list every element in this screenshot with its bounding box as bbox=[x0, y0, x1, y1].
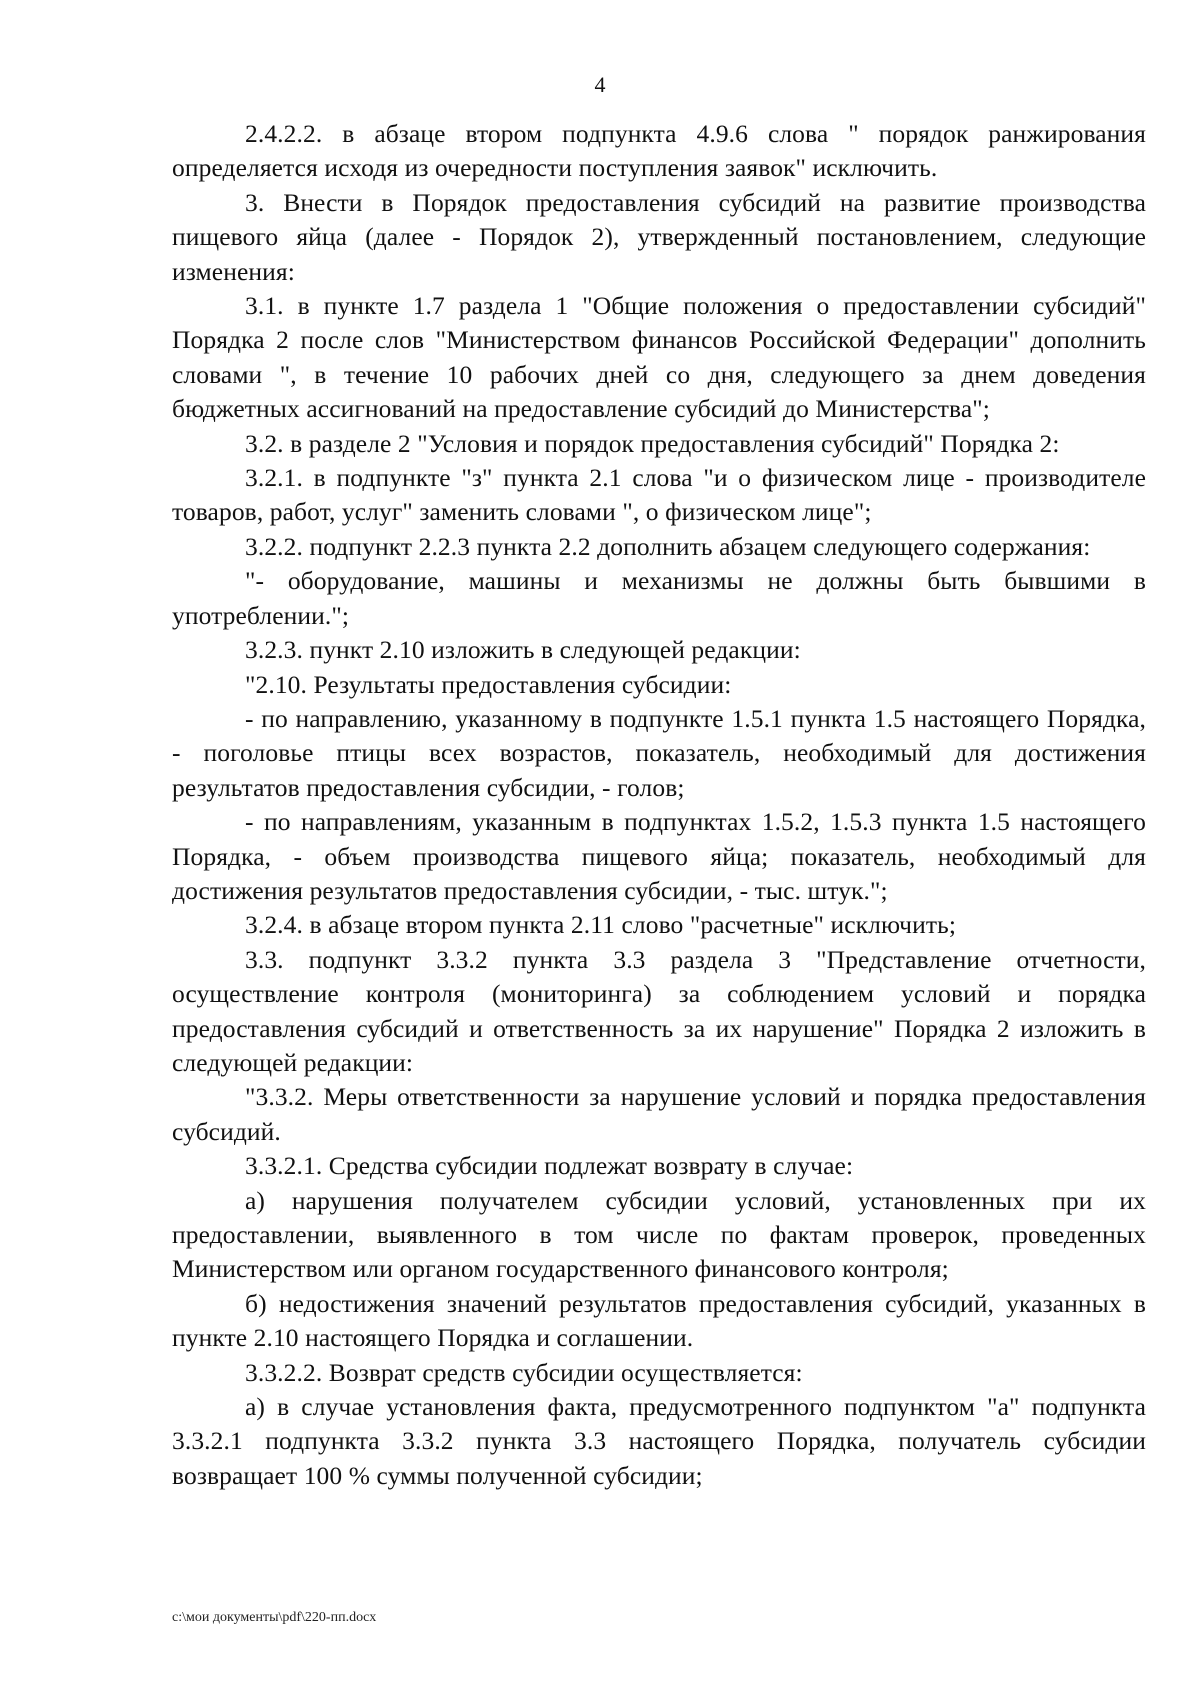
paragraph: б) недостижения значений результатов предоставления субсидий, указанных в пункте 2.10 настоящего Порядка и соглашении. bbox=[172, 1288, 1146, 1353]
paragraph: "2.10. Результаты предоставления субсидии: bbox=[245, 669, 732, 699]
paragraph: 3.2.3. пункт 2.10 изложить в следующей редакции: bbox=[245, 635, 801, 665]
paragraph: 3. Внести в Порядок предоставления субсидий на развитие производства пищевого яйца (далее - Порядок 2), утвержденный постановлением, следующие изменения: bbox=[172, 187, 1146, 286]
page-number: 4 bbox=[594, 72, 606, 97]
paragraph: - по направлениям, указанным в подпунктах 1.5.2, 1.5.3 пункта 1.5 настоящего Порядка, - объем производства пищевого яйца; показатель, необходимый для достижения результатов предоставления субсидии, - тыс. штук."; bbox=[172, 807, 1146, 905]
paragraph: а) в случае установления факта, предусмотренного подпунктом "а" подпункта 3.3.2.1 подпункта 3.3.2 пункта 3.3 настоящего Порядка, получатель субсидии возвращает 100 % суммы полученной субсидии; bbox=[172, 1392, 1146, 1490]
document-body bbox=[172, 117, 1146, 1493]
paragraph: 2.4.2.2. в абзаце втором подпункта 4.9.6 слова " порядок ранжирования определяется исходя из очередности поступления заявок" исключить. bbox=[172, 119, 1146, 183]
paragraph: а) нарушения получателем субсидии условий, установленных при их предоставлении, выявленного в том числе по фактам проверок, проведенных Министерством или органом государственного финансового контроля; bbox=[172, 1185, 1146, 1284]
paragraph: 3.2. в разделе 2 "Условия и порядок предоставления субсидий" Порядка 2: bbox=[245, 428, 1060, 458]
paragraph: 3.2.4. в абзаце втором пункта 2.11 слово "расчетные" исключить; bbox=[245, 910, 956, 940]
paragraph: 3.3.2.2. Возврат средств субсидии осуществляется: bbox=[245, 1357, 803, 1387]
paragraph: 3.3.2.1. Средства субсидии подлежат возврату в случае: bbox=[245, 1151, 854, 1181]
paragraph: 3.3. подпункт 3.3.2 пункта 3.3 раздела 3 "Представление отчетности, осуществление контроля (мониторинга) за соблюдением условий и порядка предоставления субсидий и ответственность за их нарушение" Порядка 2 изложить в следующей редакции: bbox=[172, 944, 1146, 1077]
paragraph: "- оборудование, машины и механизмы не должны быть бывшими в употреблении."; bbox=[172, 566, 1146, 630]
paragraph: "3.3.2. Меры ответственности за нарушение условий и порядка предоставления субсидий. bbox=[172, 1082, 1146, 1146]
footer-file-path: c:\мои документы\pdf\220-пп.docx bbox=[172, 1610, 377, 1625]
paragraph: 3.2.2. подпункт 2.2.3 пункта 2.2 дополнить абзацем следующего содержания: bbox=[245, 531, 1091, 561]
paragraph: 3.2.1. в подпункте "з" пункта 2.1 слова "и о физическом лице - производителе товаров, работ, услуг" заменить словами ", о физическом лице"; bbox=[172, 463, 1146, 527]
paragraph: 3.1. в пункте 1.7 раздела 1 "Общие положения о предоставлении субсидий" Порядка 2 после слов "Министерством финансов Российской Федерации" дополнить словами ", в течение 10 рабочих дней со дня, следующего за днем доведения бюджетных ассигнований на предоставление субсидий до Министерства"; bbox=[172, 291, 1146, 424]
paragraph: - по направлению, указанному в подпункте 1.5.1 пункта 1.5 настоящего Порядка, - поголовье птицы всех возрастов, показатель, необходимый для достижения результатов предоставления субсидии, - голов; bbox=[172, 703, 1146, 802]
